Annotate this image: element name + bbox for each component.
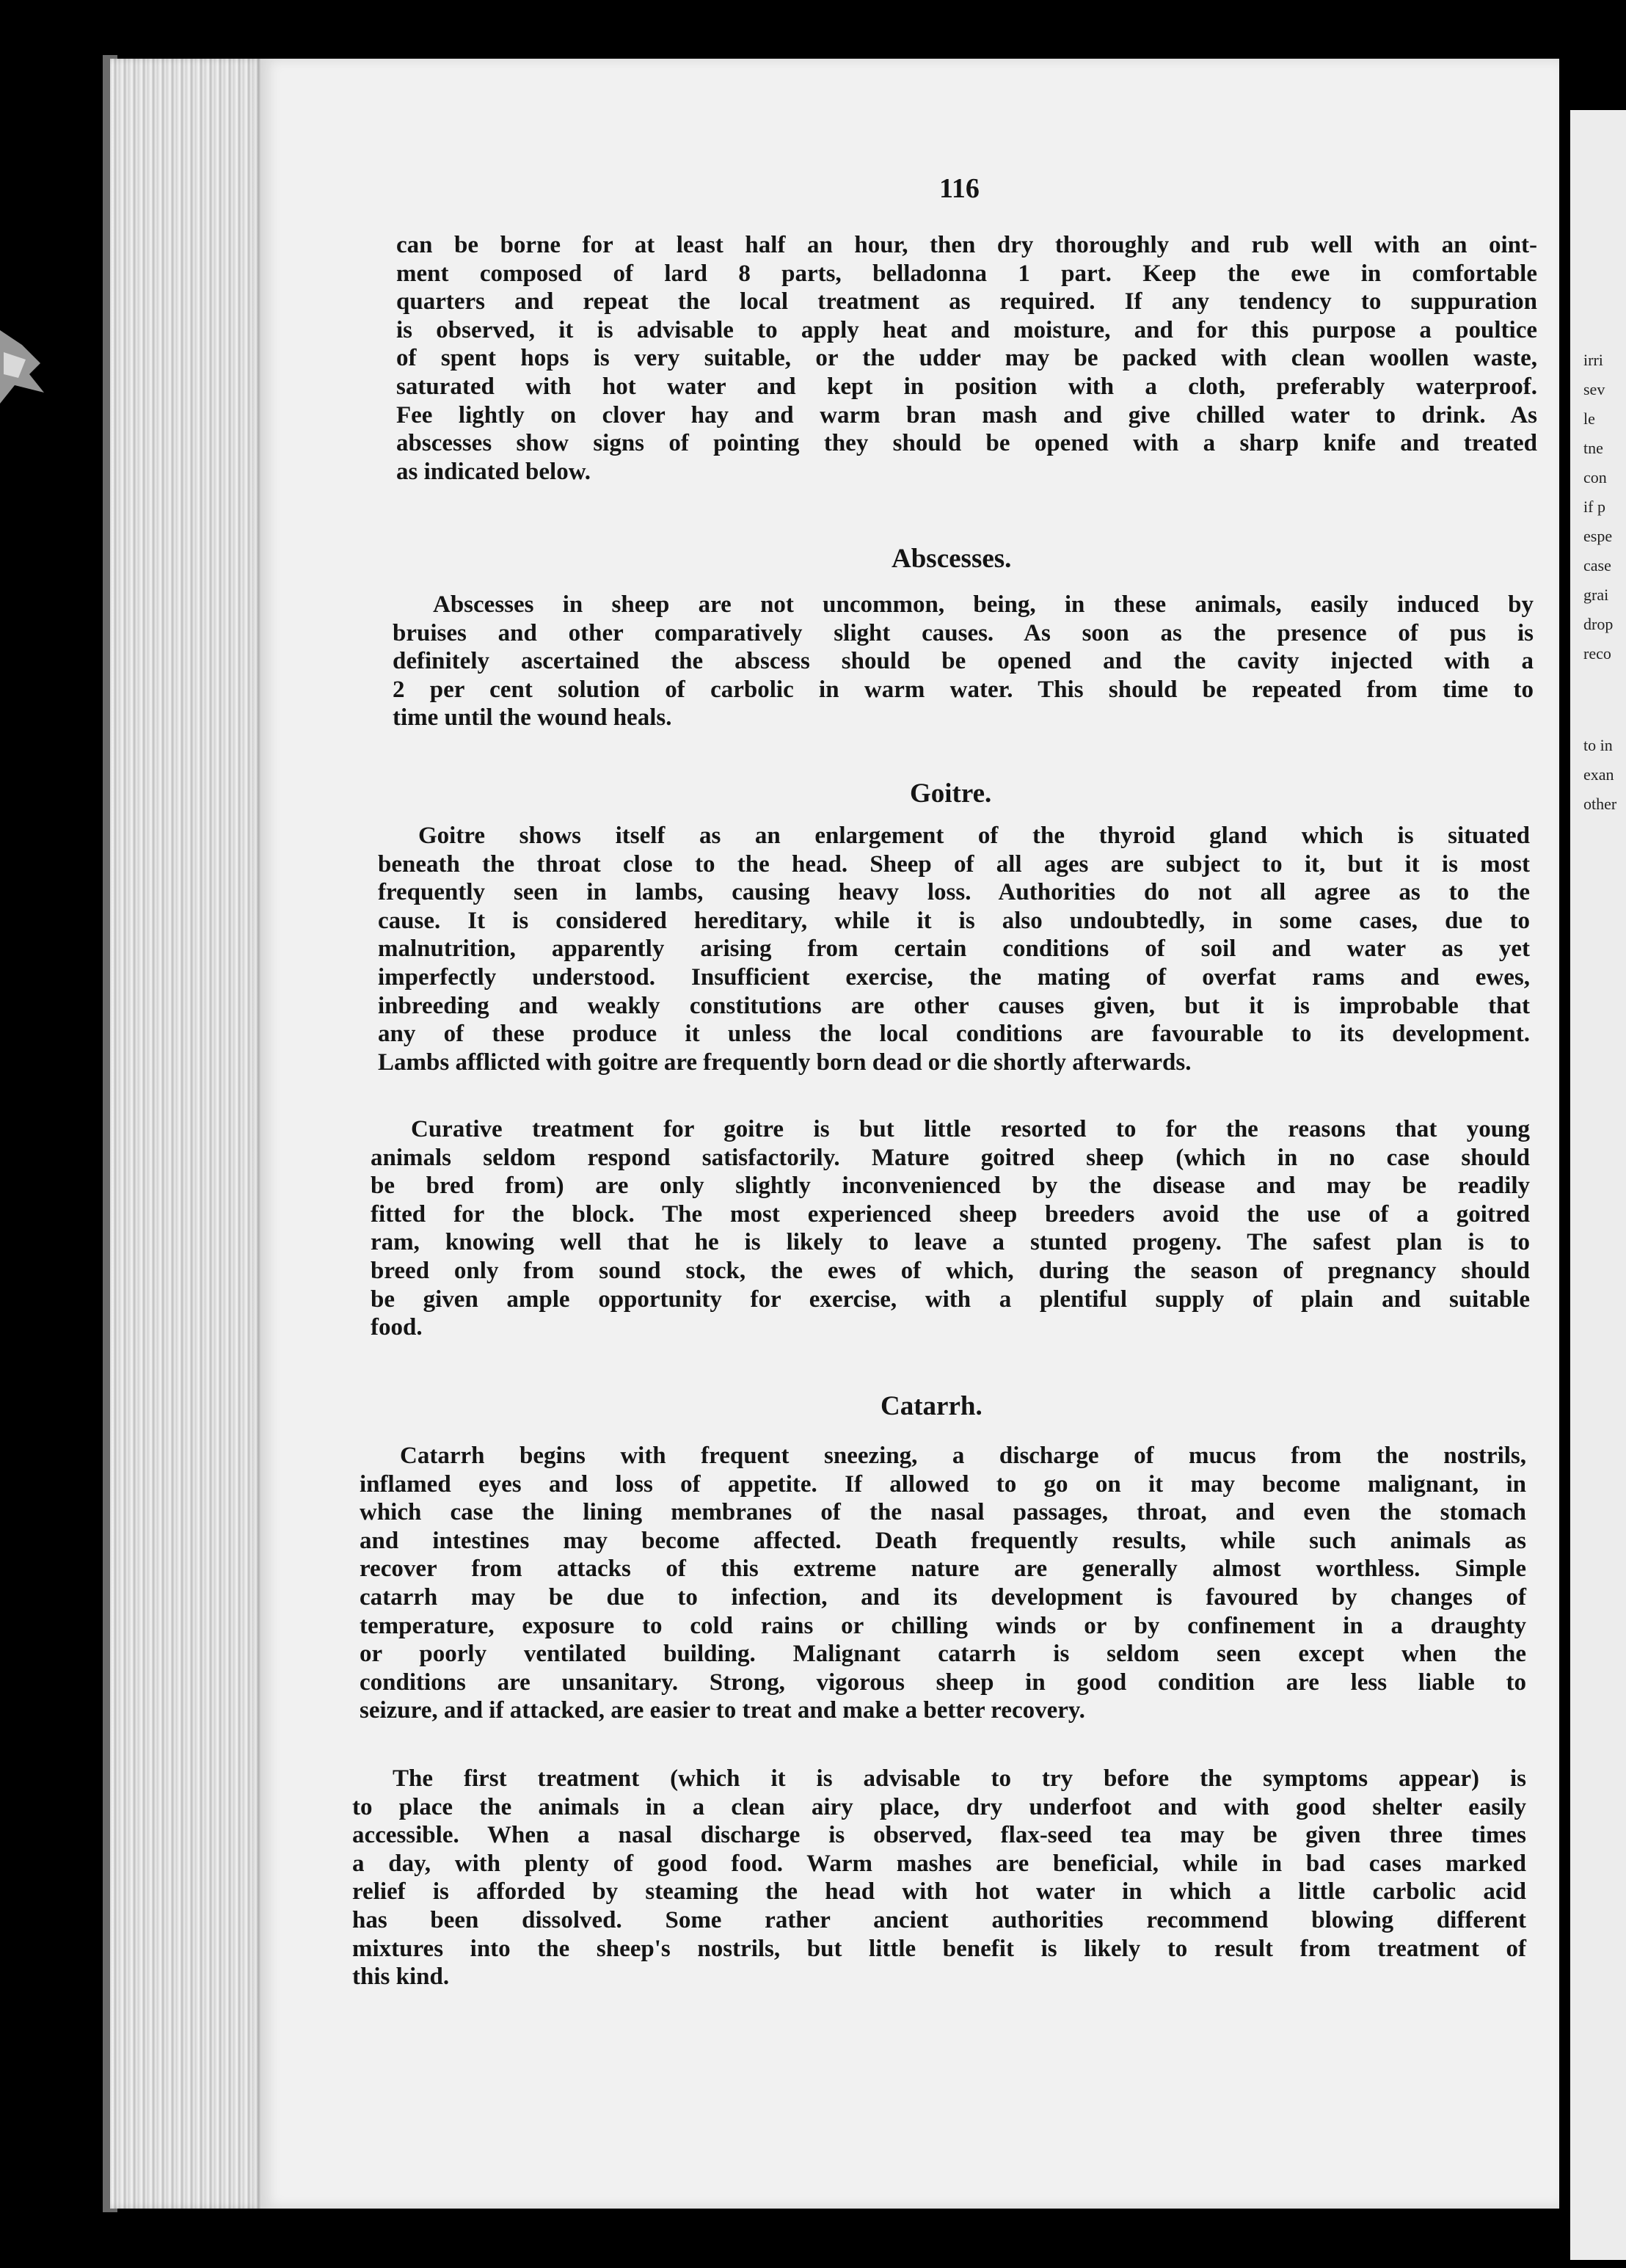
- facing-fragment: reco: [1583, 644, 1611, 663]
- heading-goitre: Goitre.: [910, 779, 992, 809]
- text-line: imperfectly understood. Insufficient exercise, the mating of overfat rams and ewes,: [378, 963, 1530, 991]
- text-line: of spent hops is very suitable, or the udder may be packed with clean woollen waste,: [396, 345, 1537, 372]
- text-line: fitted for the block. The most experienced sheep breeders avoid the use of a goitred: [371, 1200, 1530, 1228]
- goitre-paragraph-2: [371, 1115, 1530, 1342]
- facing-fragment: other: [1583, 795, 1617, 813]
- text-line: to place the animals in a clean airy place, dry underfoot and with good shelter easily: [352, 1793, 1526, 1820]
- abscesses-paragraph: [393, 591, 1534, 732]
- text-line: mixtures into the sheep's nostrils, but little benefit is likely to result from treatment of: [352, 1935, 1526, 1962]
- text-line: Goitre shows itself as an enlargement of the thyroid gland which is situated: [418, 823, 1530, 849]
- facing-fragment: espe: [1583, 527, 1613, 545]
- text-line: The first treatment (which it is advisable to try before the symptoms appear) is: [393, 1765, 1526, 1792]
- text-line: can be borne for at least half an hour, then dry thoroughly and rub well with an oint-: [396, 232, 1537, 258]
- text-line: which case the lining membranes of the nasal passages, throat, and even the stomach: [360, 1499, 1526, 1526]
- text-line: breed only from sound stock, the ewes of which, during the season of pregnancy should: [371, 1257, 1530, 1284]
- text-line: as indicated below.: [396, 458, 591, 485]
- intro-paragraph: [396, 231, 1537, 486]
- text-line: bruises and other comparatively slight causes. As soon as the presence of pus is: [393, 619, 1534, 646]
- facing-fragment: le: [1583, 409, 1595, 428]
- facing-fragment: con: [1583, 468, 1607, 486]
- text-line: temperature, exposure to cold rains or chilling winds or by confinement in a draughty: [360, 1612, 1526, 1639]
- page-number: 116: [939, 173, 980, 204]
- facing-fragment: exan: [1583, 765, 1614, 784]
- text-line: be given ample opportunity for exercise, with a plentiful supply of plain and suitable: [371, 1286, 1530, 1313]
- text-line: Catarrh begins with frequent sneezing, a discharge of mucus from the nostrils,: [400, 1443, 1526, 1469]
- text-line: 2 per cent solution of carbolic in warm water. This should be repeated from time to: [393, 676, 1534, 703]
- text-line: relief is afforded by steaming the head with hot water in which a little carbolic acid: [352, 1878, 1526, 1906]
- text-line: ram, knowing well that he is likely to leave a stunted progeny. The safest plan is to: [371, 1229, 1530, 1256]
- text-line: accessible. When a nasal discharge is observed, flax-seed tea may be given three times: [352, 1822, 1526, 1849]
- text-line: ment composed of lard 8 parts, belladonna 1 part. Keep the ewe in comfortable: [396, 260, 1537, 287]
- text-line: is observed, it is advisable to apply heat and moisture, and for this purpose a poultice: [396, 316, 1537, 343]
- text-line: Abscesses in sheep are not uncommon, being, in these animals, easily induced by: [433, 591, 1534, 618]
- text-line: seizure, and if attacked, are easier to treat and make a better recovery.: [360, 1697, 1085, 1724]
- heading-catarrh: Catarrh.: [881, 1391, 982, 1421]
- text-line: Fee lightly on clover hay and warm bran mash and give chilled water to drink. As: [396, 401, 1537, 429]
- text-line: recover from attacks of this extreme nature are generally almost worthless. Simple: [360, 1556, 1526, 1583]
- facing-fragment: if p: [1583, 497, 1605, 516]
- text-line: be bred from) are only slightly inconvenienced by the disease and may be readily: [371, 1173, 1530, 1200]
- facing-fragment: tne: [1583, 439, 1603, 457]
- text-line: conditions are unsanitary. Strong, vigorous sheep in good condition are less liable to: [360, 1669, 1526, 1696]
- text-line: cause. It is considered hereditary, while it is also undoubtedly, in some cases, due to: [378, 907, 1530, 934]
- text-line: beneath the throat close to the head. Sheep of all ages are subject to it, but it is most: [378, 850, 1530, 878]
- goitre-paragraph-1: [378, 822, 1530, 1076]
- facing-fragment: irri: [1583, 351, 1603, 369]
- text-line: abscesses show signs of pointing they should be opened with a sharp knife and treated: [396, 430, 1537, 457]
- text-line: food.: [371, 1314, 423, 1341]
- text-line: any of these produce it unless the local conditions are favourable to its development.: [378, 1021, 1530, 1048]
- text-line: Curative treatment for goitre is but little resorted to for the reasons that young: [411, 1116, 1530, 1142]
- text-line: this kind.: [352, 1963, 450, 1991]
- text-line: inbreeding and weakly constitutions are other causes given, but it is improbable that: [378, 992, 1530, 1019]
- text-line: inflamed eyes and loss of appetite. If allowed to go on it may become malignant, in: [360, 1470, 1526, 1498]
- text-line: Lambs afflicted with goitre are frequently born dead or die shortly afterwards.: [378, 1049, 1192, 1076]
- catarrh-paragraph-1: [360, 1442, 1526, 1725]
- heading-abscesses: Abscesses.: [892, 544, 1012, 574]
- text-line: frequently seen in lambs, causing heavy loss. Authorities do not all agree as to the: [378, 879, 1530, 906]
- text-line: or poorly ventilated building. Malignant catarrh is seldom seen except when the: [360, 1641, 1526, 1668]
- text-line: saturated with hot water and kept in position with a cloth, preferably waterproof.: [396, 373, 1537, 400]
- text-line: catarrh may be due to infection, and its development is favoured by changes of: [360, 1583, 1526, 1611]
- text-line: definitely ascertained the abscess should be opened and the cavity injected with a: [393, 648, 1534, 675]
- catarrh-paragraph-2: [352, 1765, 1526, 1991]
- facing-fragment: sev: [1583, 380, 1605, 398]
- facing-fragment: grai: [1583, 586, 1609, 604]
- text-line: animals seldom respond satisfactorily. Mature goitred sheep (which in no case should: [371, 1144, 1530, 1171]
- facing-fragment: case: [1583, 556, 1611, 575]
- text-line: malnutrition, apparently arising from certain conditions of soil and water as yet: [378, 936, 1530, 963]
- text-line: and intestines may become affected. Death frequently results, while such animals as: [360, 1527, 1526, 1554]
- text-line: time until the wound heals.: [393, 704, 672, 732]
- facing-fragment: drop: [1583, 615, 1614, 633]
- text-line: has been dissolved. Some rather ancient authorities recommend blowing different: [352, 1906, 1526, 1933]
- facing-fragment: to in: [1583, 736, 1613, 754]
- text-line: a day, with plenty of good food. Warm mashes are beneficial, while in bad cases marked: [352, 1850, 1526, 1877]
- text-line: quarters and repeat the local treatment as required. If any tendency to suppuration: [396, 288, 1537, 316]
